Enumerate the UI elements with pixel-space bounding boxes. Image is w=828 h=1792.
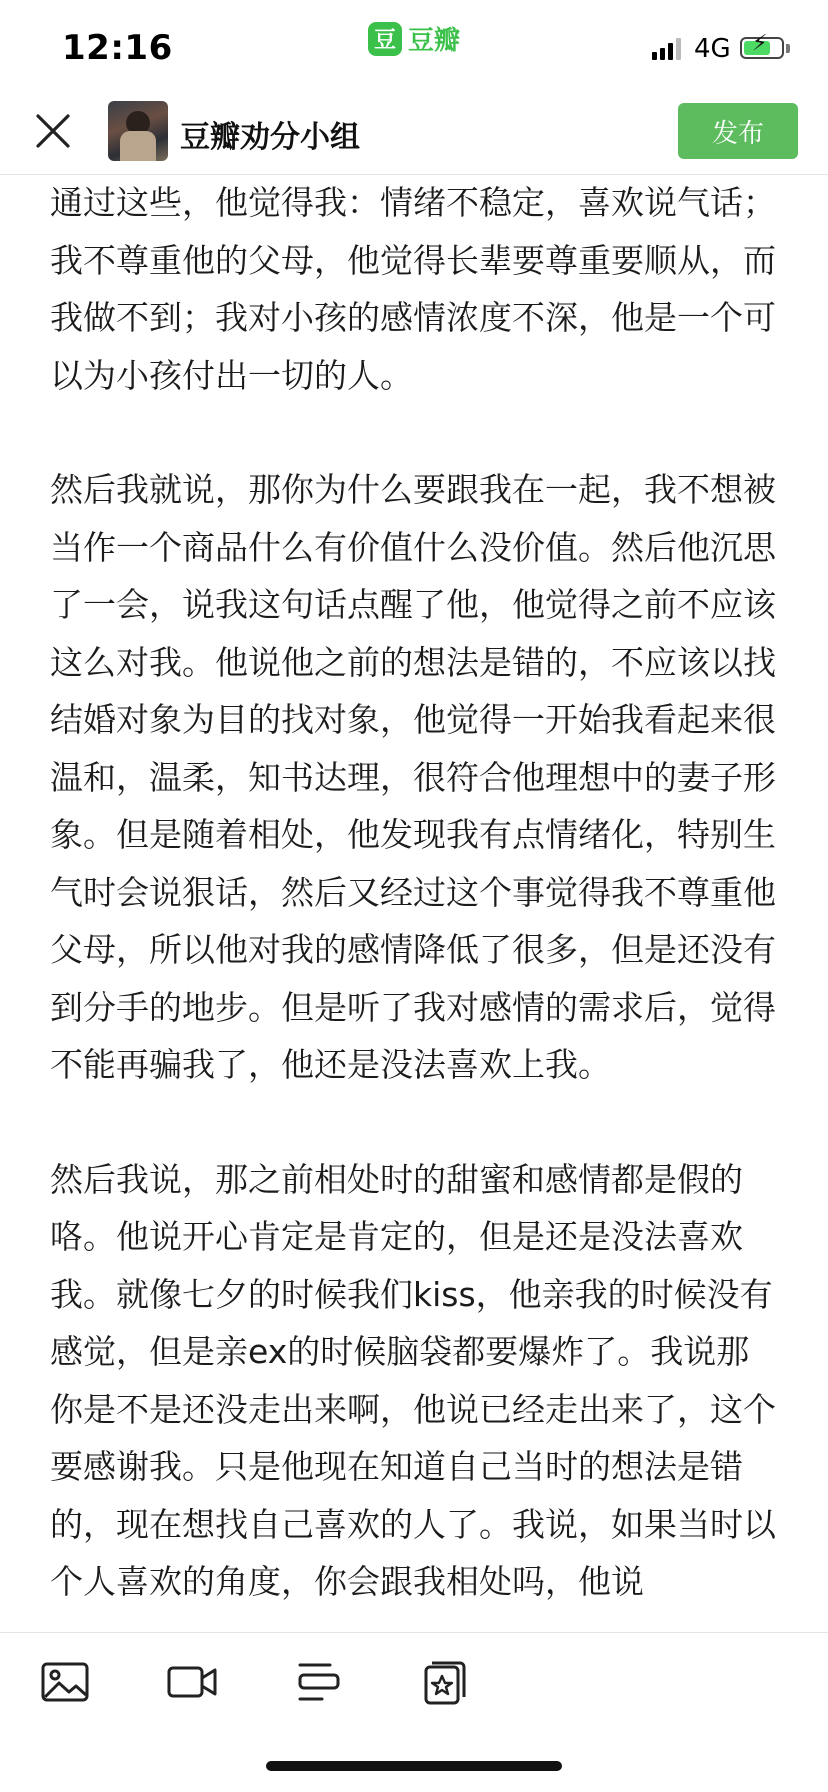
video-icon [165, 1655, 219, 1709]
battery-cap [786, 44, 790, 53]
network-type: 4G [694, 34, 731, 64]
content-paragraph: 然后我说，那之前相处时的甜蜜和感情都是假的咯。他说开心肯定是肯定的，但是还是没法喜欢我。就像七夕的时候我们kiss，他亲我的时候没有感觉，但是亲ex的时候脑袋都要爆炸了。我说那你是不是还没走出来啊，他说已经走出来了，这个要感谢我。只是他现在知道自己当时的想法是错的，现在想找自己喜欢的人了。我说，如果当时以个人喜欢的角度，你会跟我相处吗，他说 [50, 1159, 776, 1601]
avatar-figure-body [120, 131, 156, 161]
content-paragraph: 通过这些，他觉得我：情绪不稳定，喜欢说气话；我不尊重他的父母，他觉得长辈要尊重要顺从，而我做不到；我对小孩的感情浓度不深，他是一个可以为小孩付出一切的人。 [50, 183, 776, 395]
text-format-button[interactable] [292, 1655, 346, 1709]
nav-bar [0, 88, 828, 175]
image-icon [38, 1655, 92, 1709]
insert-sticker-button[interactable] [420, 1655, 474, 1709]
charging-bolt-icon: ⚡ [752, 31, 768, 56]
editor-toolbar [0, 1632, 828, 1733]
close-icon [30, 108, 76, 154]
text-format-icon [292, 1655, 346, 1709]
app-indicator-name: 豆瓣 [408, 26, 461, 56]
publish-button[interactable]: 发布 [678, 103, 798, 159]
cellular-signal-icon [652, 36, 686, 60]
status-time: 12:16 [62, 28, 173, 68]
close-button[interactable] [30, 108, 76, 154]
douban-logo-icon: 豆 [368, 22, 402, 56]
status-bar [0, 0, 828, 88]
group-avatar[interactable] [108, 101, 168, 161]
content-paragraph: 然后我就说，那你为什么要跟我在一起，我不想被当作一个商品什么有价值什么没价值。然后他沉思了一会，说我这句话点醒了他，他觉得之前不应该这么对我。他说他之前的想法是错的，不应该以找结婚对象为目的找对象，他觉得一开始我看起来很温和，温柔，知书达理，很符合他理想中的妻子形象。但是随着相处，他发现我有点情绪化，特别生气时会说狠话，然后又经过这个事觉得我不尊重他父母，所以他对我的感情降低了很多，但是还没有到分手的地步。但是听了我对感情的需求后，觉得不能再骗我了，他还是没法喜欢上我。 [50, 470, 776, 1084]
insert-video-button[interactable] [165, 1655, 219, 1709]
group-title[interactable]: 豆瓣劝分小组 [180, 120, 360, 155]
insert-image-button[interactable] [38, 1655, 92, 1709]
app-indicator [368, 20, 460, 57]
post-editor-content[interactable] [50, 174, 778, 1632]
sticker-icon [420, 1655, 474, 1709]
home-indicator[interactable] [266, 1761, 562, 1771]
